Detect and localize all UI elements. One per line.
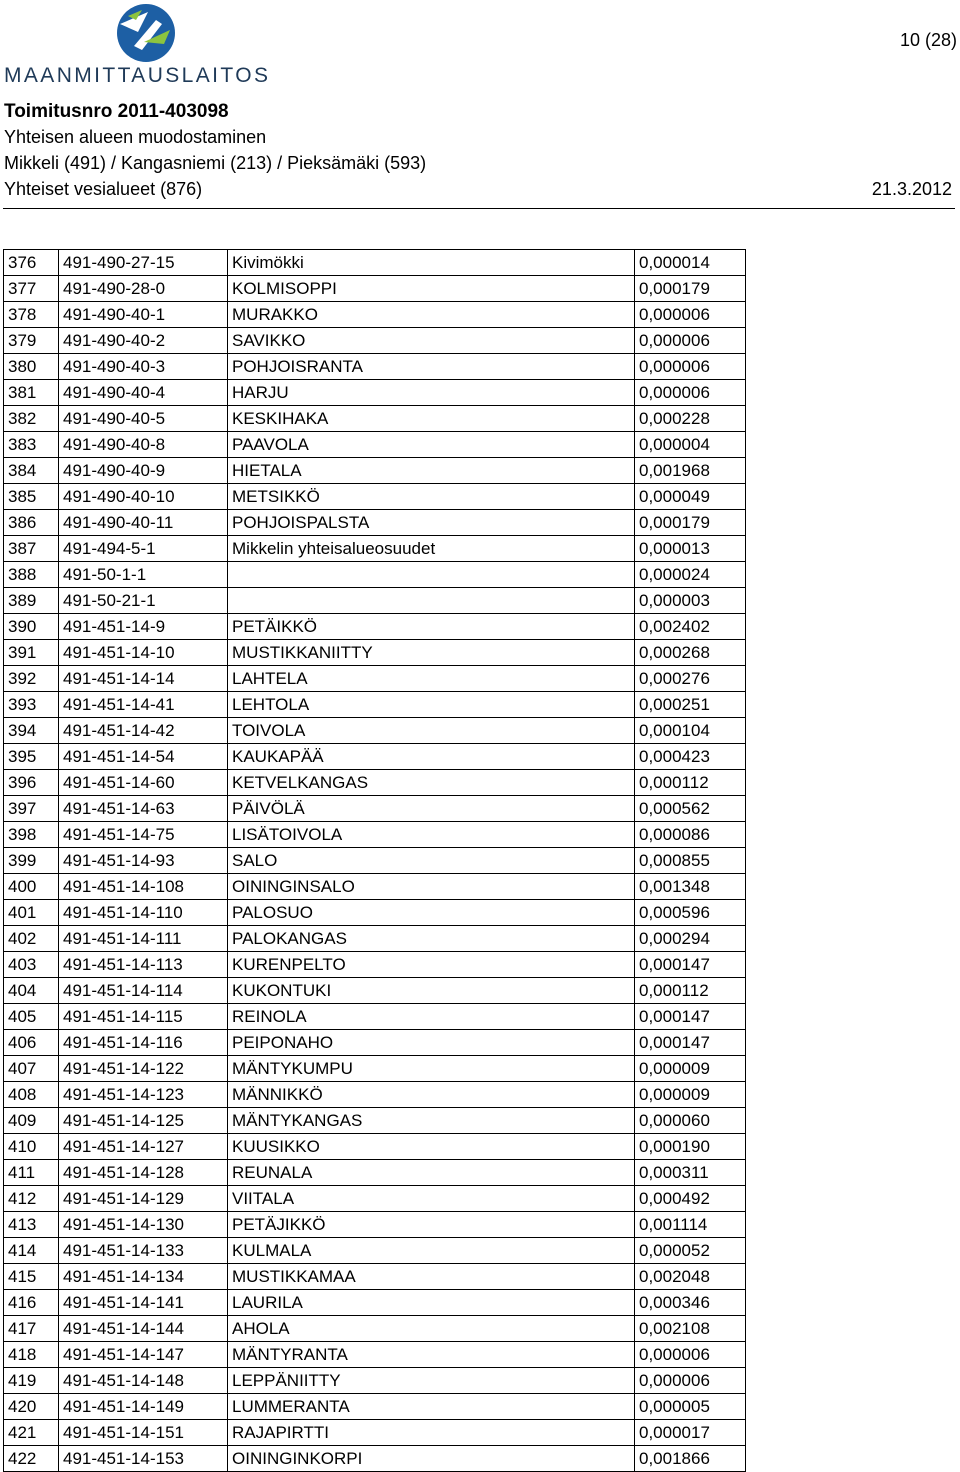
property-name-cell: KULMALA xyxy=(228,1238,635,1264)
row-number-cell: 376 xyxy=(4,250,59,276)
property-id-cell: 491-451-14-54 xyxy=(59,744,228,770)
share-value-cell: 0,000009 xyxy=(635,1056,746,1082)
property-id-cell: 491-451-14-144 xyxy=(59,1316,228,1342)
row-number-cell: 381 xyxy=(4,380,59,406)
table-row xyxy=(4,1108,746,1134)
share-value-cell: 0,000346 xyxy=(635,1290,746,1316)
row-number-cell: 415 xyxy=(4,1264,59,1290)
property-name-cell: PÄIVÖLÄ xyxy=(228,796,635,822)
property-id-cell: 491-451-14-151 xyxy=(59,1420,228,1446)
share-value-cell: 0,000006 xyxy=(635,354,746,380)
row-number-cell: 396 xyxy=(4,770,59,796)
row-number-cell: 387 xyxy=(4,536,59,562)
property-id-cell: 491-451-14-114 xyxy=(59,978,228,1004)
share-value-cell: 0,000492 xyxy=(635,1186,746,1212)
table-row xyxy=(4,1238,746,1264)
share-value-cell: 0,000228 xyxy=(635,406,746,432)
table-row xyxy=(4,484,746,510)
share-value-cell: 0,000147 xyxy=(635,952,746,978)
property-id-cell: 491-490-40-2 xyxy=(59,328,228,354)
row-number-cell: 395 xyxy=(4,744,59,770)
row-number-cell: 405 xyxy=(4,1004,59,1030)
table-row xyxy=(4,796,746,822)
table-row xyxy=(4,1030,746,1056)
table-row xyxy=(4,978,746,1004)
page-number: 10 (28) xyxy=(899,30,957,50)
property-name-cell: KESKIHAKA xyxy=(228,406,635,432)
property-name-cell: OININGINSALO xyxy=(228,874,635,900)
property-id-cell: 491-451-14-125 xyxy=(59,1108,228,1134)
property-id-cell: 491-451-14-63 xyxy=(59,796,228,822)
table-row xyxy=(4,380,746,406)
property-name-cell xyxy=(228,588,635,614)
property-id-cell: 491-451-14-148 xyxy=(59,1368,228,1394)
property-id-cell: 491-451-14-108 xyxy=(59,874,228,900)
property-name-cell: LEHTOLA xyxy=(228,692,635,718)
property-name-cell: POHJOISPALSTA xyxy=(228,510,635,536)
property-name-cell: SALO xyxy=(228,848,635,874)
table-row xyxy=(4,510,746,536)
property-name-cell: Mikkelin yhteisalueosuudet xyxy=(228,536,635,562)
property-name-cell: REUNALA xyxy=(228,1160,635,1186)
property-id-cell: 491-451-14-14 xyxy=(59,666,228,692)
table-body xyxy=(4,250,746,1472)
row-number-cell: 409 xyxy=(4,1108,59,1134)
share-value-cell: 0,000006 xyxy=(635,1368,746,1394)
property-name-cell: LAURILA xyxy=(228,1290,635,1316)
table-row xyxy=(4,926,746,952)
row-number-cell: 380 xyxy=(4,354,59,380)
property-name-cell: PETÄJIKKÖ xyxy=(228,1212,635,1238)
property-id-cell: 491-494-5-1 xyxy=(59,536,228,562)
share-value-cell: 0,000006 xyxy=(635,302,746,328)
property-id-cell: 491-490-28-0 xyxy=(59,276,228,302)
share-value-cell: 0,000251 xyxy=(635,692,746,718)
table-row xyxy=(4,302,746,328)
property-name-cell: RAJAPIRTTI xyxy=(228,1420,635,1446)
table-row xyxy=(4,1446,746,1472)
share-value-cell: 0,002108 xyxy=(635,1316,746,1342)
property-name-cell: KETVELKANGAS xyxy=(228,770,635,796)
table-row xyxy=(4,250,746,276)
property-id-cell: 491-451-14-116 xyxy=(59,1030,228,1056)
table-row xyxy=(4,1316,746,1342)
row-number-cell: 386 xyxy=(4,510,59,536)
property-id-cell: 491-451-14-60 xyxy=(59,770,228,796)
share-value-cell: 0,000006 xyxy=(635,328,746,354)
share-value-cell: 0,000179 xyxy=(635,276,746,302)
property-name-cell: REINOLA xyxy=(228,1004,635,1030)
row-number-cell: 392 xyxy=(4,666,59,692)
property-id-cell: 491-451-14-93 xyxy=(59,848,228,874)
property-name-cell: OININGINKORPI xyxy=(228,1446,635,1472)
row-number-cell: 420 xyxy=(4,1394,59,1420)
property-name-cell: VIITALA xyxy=(228,1186,635,1212)
row-number-cell: 422 xyxy=(4,1446,59,1472)
property-name-cell: KAUKAPÄÄ xyxy=(228,744,635,770)
property-name-cell: MUSTIKKAMAA xyxy=(228,1264,635,1290)
logo-emblem-icon xyxy=(114,2,178,64)
share-value-cell: 0,000013 xyxy=(635,536,746,562)
property-id-cell: 491-451-14-149 xyxy=(59,1394,228,1420)
row-number-cell: 377 xyxy=(4,276,59,302)
table-row xyxy=(4,744,746,770)
row-number-cell: 400 xyxy=(4,874,59,900)
share-value-cell: 0,001114 xyxy=(635,1212,746,1238)
share-value-cell: 0,000006 xyxy=(635,1342,746,1368)
share-value-cell: 0,000052 xyxy=(635,1238,746,1264)
property-id-cell: 491-50-21-1 xyxy=(59,588,228,614)
property-id-cell: 491-50-1-1 xyxy=(59,562,228,588)
table-row xyxy=(4,328,746,354)
row-number-cell: 407 xyxy=(4,1056,59,1082)
property-id-cell: 491-451-14-111 xyxy=(59,926,228,952)
property-id-cell: 491-490-40-1 xyxy=(59,302,228,328)
property-name-cell: MÄNTYRANTA xyxy=(228,1342,635,1368)
row-number-cell: 398 xyxy=(4,822,59,848)
property-name-cell: MURAKKO xyxy=(228,302,635,328)
property-id-cell: 491-451-14-113 xyxy=(59,952,228,978)
row-number-cell: 383 xyxy=(4,432,59,458)
share-value-cell: 0,000017 xyxy=(635,1420,746,1446)
share-value-cell: 0,001968 xyxy=(635,458,746,484)
property-name-cell: PALOKANGAS xyxy=(228,926,635,952)
table-row xyxy=(4,458,746,484)
document-date: 21.3.2012 xyxy=(871,179,952,199)
property-name-cell: KUKONTUKI xyxy=(228,978,635,1004)
property-id-cell: 491-451-14-128 xyxy=(59,1160,228,1186)
table-row xyxy=(4,1056,746,1082)
share-value-cell: 0,000855 xyxy=(635,848,746,874)
row-number-cell: 391 xyxy=(4,640,59,666)
share-value-cell: 0,000086 xyxy=(635,822,746,848)
row-number-cell: 412 xyxy=(4,1186,59,1212)
share-value-cell: 0,000005 xyxy=(635,1394,746,1420)
row-number-cell: 418 xyxy=(4,1342,59,1368)
property-name-cell: MÄNTYKANGAS xyxy=(228,1108,635,1134)
property-id-cell: 491-451-14-75 xyxy=(59,822,228,848)
property-name-cell: MÄNTYKUMPU xyxy=(228,1056,635,1082)
table-row xyxy=(4,692,746,718)
table-row xyxy=(4,718,746,744)
table-row xyxy=(4,614,746,640)
table-row xyxy=(4,900,746,926)
row-number-cell: 414 xyxy=(4,1238,59,1264)
table-row xyxy=(4,848,746,874)
table-row xyxy=(4,952,746,978)
property-id-cell: 491-490-27-15 xyxy=(59,250,228,276)
property-id-cell: 491-490-40-9 xyxy=(59,458,228,484)
table-row xyxy=(4,588,746,614)
property-name-cell: LEPPÄNIITTY xyxy=(228,1368,635,1394)
property-id-cell: 491-451-14-110 xyxy=(59,900,228,926)
share-value-cell: 0,000596 xyxy=(635,900,746,926)
property-id-cell: 491-451-14-134 xyxy=(59,1264,228,1290)
property-name-cell: KOLMISOPPI xyxy=(228,276,635,302)
table-row xyxy=(4,666,746,692)
row-number-cell: 394 xyxy=(4,718,59,744)
share-value-cell: 0,000006 xyxy=(635,380,746,406)
property-id-cell: 491-451-14-10 xyxy=(59,640,228,666)
document-title: Toimitusnro 2011-403098 xyxy=(4,101,229,122)
table-row xyxy=(4,406,746,432)
row-number-cell: 416 xyxy=(4,1290,59,1316)
property-id-cell: 491-490-40-5 xyxy=(59,406,228,432)
property-id-cell: 491-451-14-133 xyxy=(59,1238,228,1264)
property-id-cell: 491-490-40-10 xyxy=(59,484,228,510)
table-row xyxy=(4,536,746,562)
row-number-cell: 402 xyxy=(4,926,59,952)
table-row xyxy=(4,354,746,380)
property-name-cell: MÄNNIKKÖ xyxy=(228,1082,635,1108)
share-value-cell: 0,000179 xyxy=(635,510,746,536)
share-value-cell: 0,000024 xyxy=(635,562,746,588)
row-number-cell: 401 xyxy=(4,900,59,926)
property-name-cell: LISÄTOIVOLA xyxy=(228,822,635,848)
table-row xyxy=(4,1160,746,1186)
property-name-cell: AHOLA xyxy=(228,1316,635,1342)
property-share-table xyxy=(3,249,746,1472)
row-number-cell: 385 xyxy=(4,484,59,510)
property-id-cell: 491-490-40-3 xyxy=(59,354,228,380)
row-number-cell: 393 xyxy=(4,692,59,718)
table-row xyxy=(4,1420,746,1446)
row-number-cell: 404 xyxy=(4,978,59,1004)
row-number-cell: 410 xyxy=(4,1134,59,1160)
row-number-cell: 419 xyxy=(4,1368,59,1394)
share-value-cell: 0,000147 xyxy=(635,1004,746,1030)
row-number-cell: 378 xyxy=(4,302,59,328)
property-id-cell: 491-451-14-9 xyxy=(59,614,228,640)
property-id-cell: 491-451-14-123 xyxy=(59,1082,228,1108)
table-row xyxy=(4,1134,746,1160)
share-value-cell: 0,001866 xyxy=(635,1446,746,1472)
table-row xyxy=(4,1342,746,1368)
share-value-cell: 0,000104 xyxy=(635,718,746,744)
share-value-cell: 0,000276 xyxy=(635,666,746,692)
property-name-cell: POHJOISRANTA xyxy=(228,354,635,380)
share-value-cell: 0,001348 xyxy=(635,874,746,900)
property-name-cell: PAAVOLA xyxy=(228,432,635,458)
property-id-cell: 491-451-14-153 xyxy=(59,1446,228,1472)
share-value-cell: 0,000147 xyxy=(635,1030,746,1056)
share-value-cell: 0,000060 xyxy=(635,1108,746,1134)
property-id-cell: 491-451-14-147 xyxy=(59,1342,228,1368)
row-number-cell: 384 xyxy=(4,458,59,484)
property-name-cell: HARJU xyxy=(228,380,635,406)
row-number-cell: 406 xyxy=(4,1030,59,1056)
property-name-cell: LAHTELA xyxy=(228,666,635,692)
table-row xyxy=(4,432,746,458)
property-id-cell: 491-451-14-115 xyxy=(59,1004,228,1030)
document-subtitle: Yhteisen alueen muodostaminen xyxy=(4,127,267,147)
property-name-cell: KURENPELTO xyxy=(228,952,635,978)
property-id-cell: 491-451-14-41 xyxy=(59,692,228,718)
property-name-cell: TOIVOLA xyxy=(228,718,635,744)
share-value-cell: 0,002048 xyxy=(635,1264,746,1290)
row-number-cell: 388 xyxy=(4,562,59,588)
row-number-cell: 382 xyxy=(4,406,59,432)
property-id-cell: 491-451-14-127 xyxy=(59,1134,228,1160)
share-value-cell: 0,000294 xyxy=(635,926,746,952)
share-value-cell: 0,000009 xyxy=(635,1082,746,1108)
row-number-cell: 411 xyxy=(4,1160,59,1186)
document-area: Yhteiset vesialueet (876) xyxy=(4,179,203,199)
property-name-cell: SAVIKKO xyxy=(228,328,635,354)
table-row xyxy=(4,1394,746,1420)
table-row xyxy=(4,1186,746,1212)
property-id-cell: 491-451-14-122 xyxy=(59,1056,228,1082)
row-number-cell: 403 xyxy=(4,952,59,978)
share-value-cell: 0,000112 xyxy=(635,978,746,1004)
share-value-cell: 0,002402 xyxy=(635,614,746,640)
property-name-cell: PEIPONAHO xyxy=(228,1030,635,1056)
property-name-cell: HIETALA xyxy=(228,458,635,484)
share-value-cell: 0,000423 xyxy=(635,744,746,770)
property-name-cell: METSIKKÖ xyxy=(228,484,635,510)
row-number-cell: 389 xyxy=(4,588,59,614)
share-value-cell: 0,000014 xyxy=(635,250,746,276)
row-number-cell: 379 xyxy=(4,328,59,354)
header-divider xyxy=(3,208,955,209)
property-name-cell: MUSTIKKANIITTY xyxy=(228,640,635,666)
share-value-cell: 0,000190 xyxy=(635,1134,746,1160)
row-number-cell: 408 xyxy=(4,1082,59,1108)
row-number-cell: 397 xyxy=(4,796,59,822)
share-value-cell: 0,000003 xyxy=(635,588,746,614)
property-name-cell xyxy=(228,562,635,588)
share-value-cell: 0,000049 xyxy=(635,484,746,510)
property-id-cell: 491-490-40-8 xyxy=(59,432,228,458)
property-id-cell: 491-490-40-11 xyxy=(59,510,228,536)
table-row xyxy=(4,1368,746,1394)
share-value-cell: 0,000562 xyxy=(635,796,746,822)
property-name-cell: PETÄIKKÖ xyxy=(228,614,635,640)
row-number-cell: 421 xyxy=(4,1420,59,1446)
row-number-cell: 413 xyxy=(4,1212,59,1238)
property-name-cell: LUMMERANTA xyxy=(228,1394,635,1420)
table-row xyxy=(4,276,746,302)
share-value-cell: 0,000268 xyxy=(635,640,746,666)
table-row xyxy=(4,1004,746,1030)
property-id-cell: 491-490-40-4 xyxy=(59,380,228,406)
property-id-cell: 491-451-14-130 xyxy=(59,1212,228,1238)
property-name-cell: PALOSUO xyxy=(228,900,635,926)
property-id-cell: 491-451-14-42 xyxy=(59,718,228,744)
document-locations: Mikkeli (491) / Kangasniemi (213) / Pieksämäki (593) xyxy=(4,153,427,173)
table-row xyxy=(4,1082,746,1108)
share-value-cell: 0,000004 xyxy=(635,432,746,458)
table-row xyxy=(4,1264,746,1290)
property-name-cell: Kivimökki xyxy=(228,250,635,276)
table-row xyxy=(4,822,746,848)
property-name-cell: KUUSIKKO xyxy=(228,1134,635,1160)
table-row xyxy=(4,874,746,900)
table-row xyxy=(4,1290,746,1316)
property-id-cell: 491-451-14-141 xyxy=(59,1290,228,1316)
table-row xyxy=(4,1212,746,1238)
row-number-cell: 399 xyxy=(4,848,59,874)
share-value-cell: 0,000311 xyxy=(635,1160,746,1186)
share-value-cell: 0,000112 xyxy=(635,770,746,796)
org-name: MAANMITTAUSLAITOS xyxy=(4,64,271,87)
table-row xyxy=(4,640,746,666)
property-id-cell: 491-451-14-129 xyxy=(59,1186,228,1212)
table-row xyxy=(4,562,746,588)
table-row xyxy=(4,770,746,796)
row-number-cell: 417 xyxy=(4,1316,59,1342)
row-number-cell: 390 xyxy=(4,614,59,640)
